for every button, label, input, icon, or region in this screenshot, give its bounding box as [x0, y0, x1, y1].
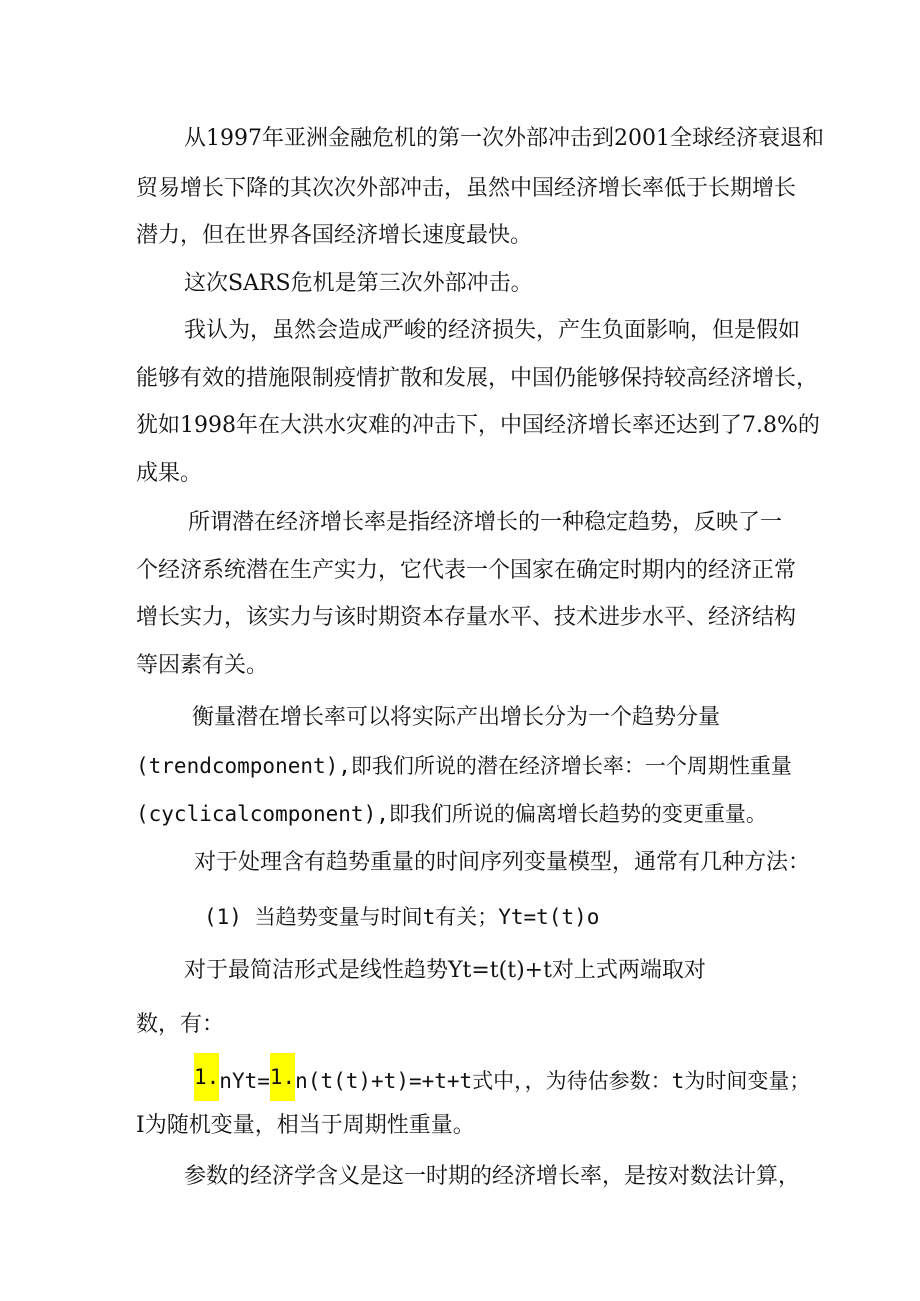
text-segment: nYt=	[219, 1069, 270, 1093]
text-line: 成果。	[136, 461, 203, 486]
highlighted-text: 1.	[270, 1053, 295, 1101]
text-line: (trendcomponent),即我们所说的潜在经济增长率：一个周期性重量	[136, 754, 792, 778]
text-line: 所谓潜在经济增长率是指经济增长的一种稳定趋势，反映了一	[188, 510, 783, 535]
text-line: 增长实力，该实力与该时期资本存量水平、技术进步水平、经济结构	[136, 605, 797, 630]
highlighted-text: 1.	[194, 1053, 219, 1101]
text-line: 对于处理含有趋势重量的时间序列变量模型，通常有几种方法：	[194, 850, 811, 875]
text-line-with-highlights	[194, 1063, 810, 1093]
text-line: 我认为，虽然会造成严峻的经济损失，产生负面影响，但是假如	[184, 318, 801, 343]
text-segment: n(t(t)+t)=+t+t式中，，为待估参数：t为时间变量；	[295, 1069, 811, 1093]
text-line: 能够有效的措施限制疫情扩散和发展，中国仍能够保持较高经济增长，	[136, 366, 819, 391]
text-line: 参数的经济学含义是这一时期的经济增长率，是按对数法计算，	[184, 1164, 801, 1189]
text-line: 个经济系统潜在生产实力，它代表一个国家在确定时期内的经济正常	[136, 558, 797, 583]
text-line: 衡量潜在增长率可以将实际产出增长分为一个趋势分量	[192, 705, 721, 730]
text-line: 犹如1998年在大洪水灾难的冲击下，中国经济增长率还达到了7.8%的	[136, 413, 820, 438]
text-line: 对于最简洁形式是线性趋势Yt=t(t)+t对上式两端取对	[184, 958, 706, 983]
text-line: I为随机变量，相当于周期性重量。	[136, 1113, 475, 1138]
text-line: (cyclicalcomponent),即我们所说的偏离增长趋势的变更重量。	[136, 802, 767, 826]
text-line: 潜力，但在世界各国经济增长速度最快。	[136, 223, 533, 248]
text-line: 这次SARS危机是第三次外部冲击。	[184, 271, 533, 296]
text-line: 等因素有关。	[136, 653, 269, 678]
text-line: 从1997年亚洲金融危机的第一次外部冲击到2001全球经济衰退和	[184, 126, 824, 151]
text-line: 数，有：	[136, 1012, 225, 1037]
text-line: 贸易增长下降的其次次外部冲击，虽然中国经济增长率低于长期增长	[136, 176, 797, 201]
text-line: (1) 当趋势变量与时间t有关；Yt=t(t)o	[204, 905, 600, 929]
